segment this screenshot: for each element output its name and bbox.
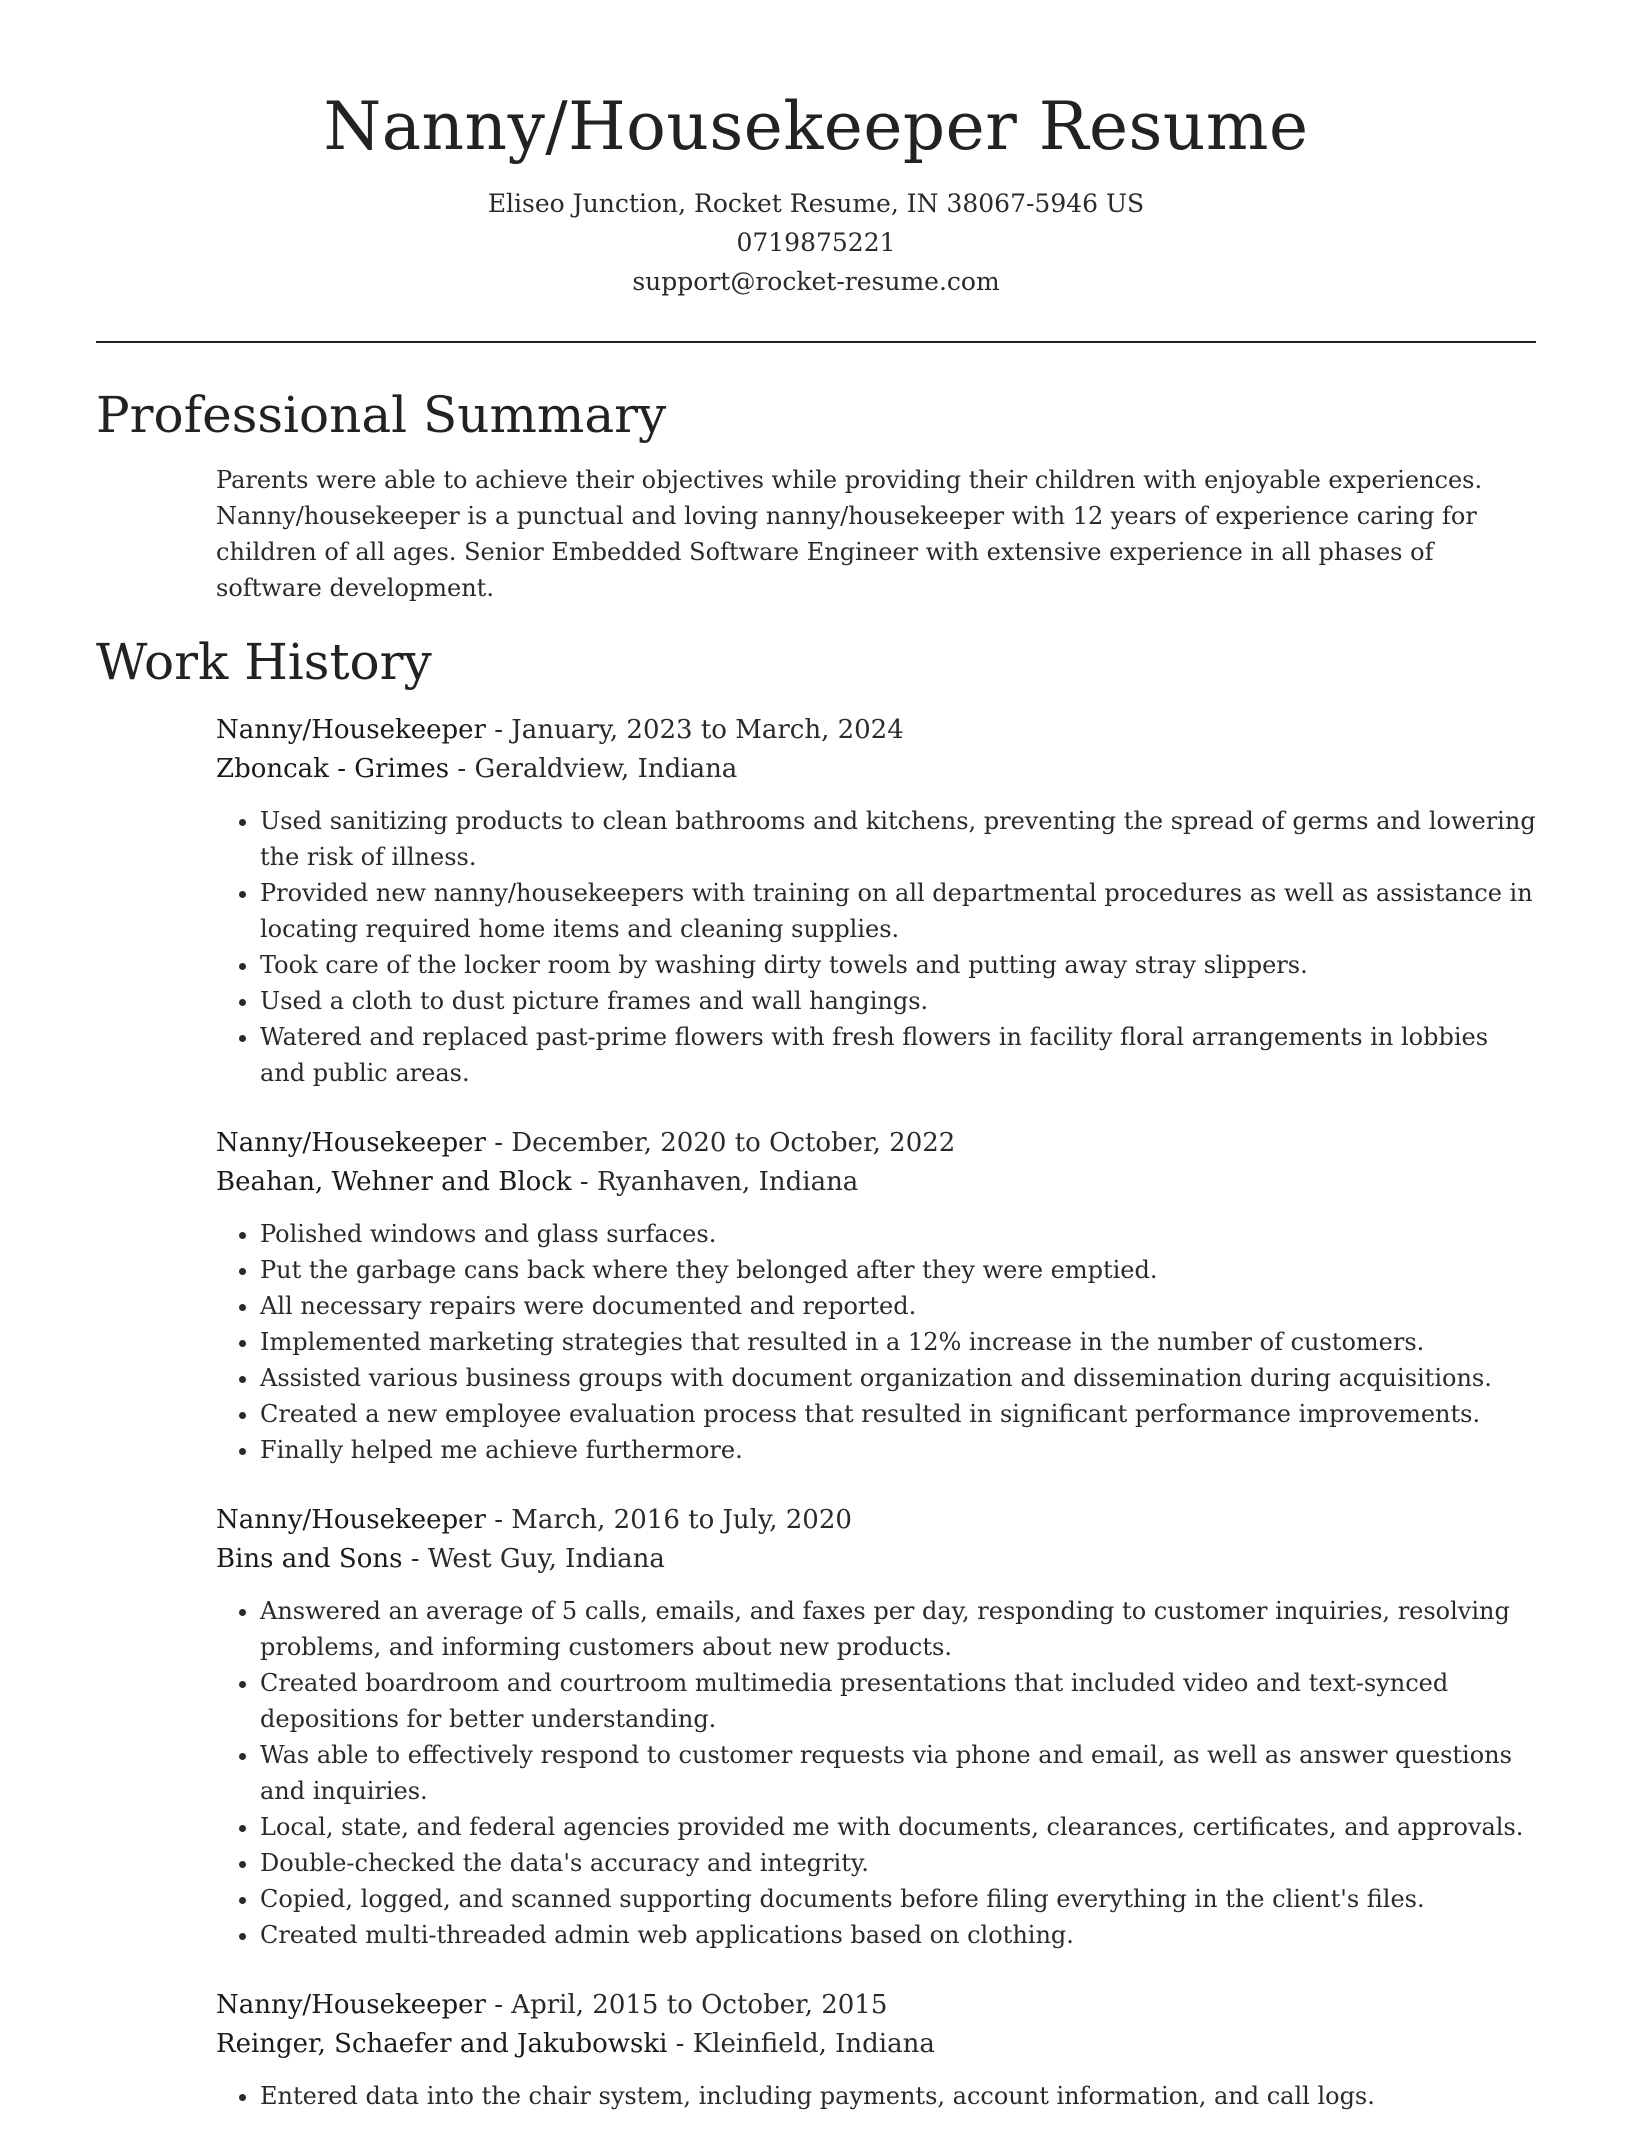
job-title-line — [216, 1124, 1536, 1163]
job-title-line — [216, 1501, 1536, 1540]
job-bullet: • Took care of the locker room by washing dirty towels and putting away stray slippers. — [260, 947, 1536, 983]
contact-phone: 0719875221 — [736, 228, 896, 257]
job-dates: - March, 2016 to July, 2020 — [485, 1505, 852, 1535]
job-bullets — [216, 803, 1536, 1091]
job-bullet: • Local, state, and federal agencies provided me with documents, clearances, certificates, and approvals. — [260, 1809, 1536, 1845]
job-company: Bins and Sons — [216, 1544, 403, 1574]
job-bullet: • Was able to effectively respond to customer requests via phone and email, as well as answer questions and inquiries. — [260, 1737, 1536, 1809]
job-bullets — [216, 1593, 1536, 1953]
job-bullet: • Created boardroom and courtroom multimedia presentations that included video and text-synced depositions for better understanding. — [260, 1665, 1536, 1737]
resume-header — [0, 84, 1632, 301]
job-location: - Kleinfield, Indiana — [667, 2029, 935, 2059]
job-bullet: • Put the garbage cans back where they belonged after they were emptied. — [260, 1252, 1536, 1288]
job-title: Nanny/Housekeeper — [216, 1990, 486, 2020]
job-bullet: • Used a cloth to dust picture frames and wall hangings. — [260, 983, 1536, 1019]
job-title: Nanny/Housekeeper — [216, 1505, 486, 1535]
job-dates: - December, 2020 to October, 2022 — [485, 1128, 956, 1158]
job-title: Nanny/Housekeeper — [216, 1128, 486, 1158]
job-bullet: • Created multi-threaded admin web applications based on clothing. — [260, 1917, 1536, 1953]
job-dates: - January, 2023 to March, 2024 — [485, 715, 904, 745]
job-bullet: • Assisted various business groups with document organization and dissemination during acquisitions. — [260, 1360, 1536, 1396]
job-title-line — [216, 1986, 1536, 2025]
job-company-line — [216, 2025, 1536, 2064]
job-entry — [216, 711, 1536, 1091]
work-history-heading: Work History — [96, 633, 432, 691]
resume-title: Nanny/Housekeeper Resume — [323, 88, 1309, 165]
job-bullet: • Created a new employee evaluation process that resulted in significant performance improvements. — [260, 1396, 1536, 1432]
job-bullets — [216, 1216, 1536, 1468]
contact-block — [0, 184, 1632, 301]
job-bullet: • Copied, logged, and scanned supporting documents before filing everything in the client's files. — [260, 1881, 1536, 1917]
summary-text: Parents were able to achieve their objectives while providing their children with enjoyable experiences. Nanny/housekeeper is a punctual and loving nanny/housekeeper with 12 years of experience caring for children of all ages. Senior Embedded Software Engineer with extensive experience in all phases of software development. — [216, 466, 1483, 602]
job-bullets — [216, 2078, 1536, 2114]
job-company-line — [216, 1163, 1536, 1202]
job-bullet: • Double-checked the data's accuracy and integrity. — [260, 1845, 1536, 1881]
job-entry — [216, 1124, 1536, 1468]
header-divider — [96, 341, 1536, 343]
job-dates: - April, 2015 to October, 2015 — [485, 1990, 888, 2020]
job-title: Nanny/Housekeeper — [216, 715, 486, 745]
job-bullet: • Entered data into the chair system, including payments, account information, and call logs. — [260, 2078, 1536, 2114]
contact-address: Eliseo Junction, Rocket Resume, IN 38067-5946 US — [487, 189, 1145, 218]
work-history-list — [216, 711, 1536, 2147]
job-bullet: • Provided new nanny/housekeepers with training on all departmental procedures as well as assistance in locating required home items and cleaning supplies. — [260, 875, 1536, 947]
job-company-line — [216, 1540, 1536, 1579]
job-company: Beahan, Wehner and Block — [216, 1167, 572, 1197]
job-bullet: • Finally helped me achieve furthermore. — [260, 1432, 1536, 1468]
job-bullet: • Watered and replaced past-prime flowers with fresh flowers in facility floral arrangements in lobbies and public areas. — [260, 1019, 1536, 1091]
job-company: Zboncak - Grimes — [216, 754, 450, 784]
contact-email: support@rocket-resume.com — [632, 267, 1000, 296]
job-bullet: • Implemented marketing strategies that resulted in a 12% increase in the number of customers. — [260, 1324, 1536, 1360]
job-location: - West Guy, Indiana — [402, 1544, 665, 1574]
job-location: - Ryanhaven, Indiana — [571, 1167, 859, 1197]
job-entry — [216, 1501, 1536, 1953]
job-company-line — [216, 750, 1536, 789]
job-location: - Geraldview, Indiana — [449, 754, 738, 784]
job-bullet: • Polished windows and glass surfaces. — [260, 1216, 1536, 1252]
job-title-line — [216, 711, 1536, 750]
summary-heading: Professional Summary — [96, 386, 667, 444]
job-bullet: • Used sanitizing products to clean bathrooms and kitchens, preventing the spread of germs and lowering the risk of illness. — [260, 803, 1536, 875]
job-bullet: • Answered an average of 5 calls, emails, and faxes per day, responding to customer inquiries, resolving problems, and informing customers about new products. — [260, 1593, 1536, 1665]
job-entry — [216, 1986, 1536, 2114]
job-company: Reinger, Schaefer and Jakubowski — [216, 2029, 668, 2059]
job-bullet: • All necessary repairs were documented and reported. — [260, 1288, 1536, 1324]
